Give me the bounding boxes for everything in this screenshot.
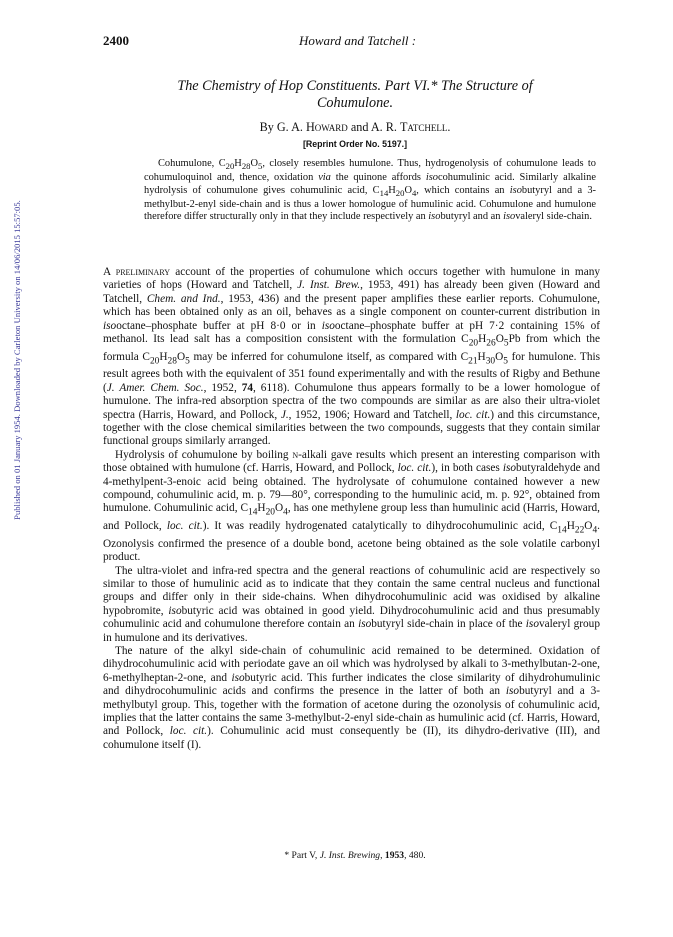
body-paragraph-2: Hydrolysis of cohumulone by boiling n-alkali gave results which present an interesting comparison with those obtained with humulone (cf. Harris, Howard, and Pollock, loc. cit.), in both cases isobutyraldehyde and 4-methylpent-3-enoic acid being obtained. The hydrolysate of cohumulone contained however a new compound, cohumulinic acid, m. p. 79—80°, corresponding to the humulinic acid, m. p. 92°, obtained from humulone. Cohumulinic acid, $C_{14}H_{20}O_4$, has one methylene group less than humulinic acid (Harris, Howard, and Pollock, loc. cit.). It was readily hydrogenated catalytically to dihydrocohumulinic acid, $C_{14}H_{22}O_4$. Ozonolysis confirmed the presence of a double bond, acetone being obtained as the sole volatile carbonyl product. (103, 448, 600, 564)
author-1: Howard (305, 120, 348, 134)
title-line-2: Cohumulone. (316, 95, 394, 111)
abstract-paragraph: Cohumulone, $C_{20}H_{28}O_5$, closely resembles humulone. Thus, hydrogenolysis of cohumulone leads to cohumuloquinol and, thence, oxidation via the quinone affords isocohumulinic acid. Similarly alkaline hydrolysis of cohumulone gives cohumulinic acid, $C_{14}H_{20}O_4$, which contains an isobutyryl and a 3-methylbut-2-enyl side-chain and is thus a lower homologue of humulinic acid. Cohumulone and humulone therefore differ structurally only in that they include respectively an isobutyryl and an isovaleryl side-chain. (144, 158, 597, 223)
body-paragraph-1: A preliminary account of the properties of cohumulone which occurs together with humulone in many varieties of hops (Howard and Tatchell, J. Inst. Brew., 1953, 491) has already been given (Howard and Tatchell, Chem. and Ind., 1953, 436) and the present paper amplifies these earlier reports. Cohumulone, which has been obtained only as an oil, behaves as a single component on counter-current distribution in isooctane–phosphate buffer at pH 8·0 or in isooctane–phosphate buffer at pH 7·2 containing 15% of methanol. Its lead salt has a composition consistent with the formulation $C_{20}H_{26}O_5Pb$ from which the formula $C_{20}H_{28}O_5$ may be inferred for cohumulone itself, as compared with $C_{21}H_{30}O_5$ for humulone. This result agrees both with the equivalent of 351 found experimentally and with the results of Rigby and Bethune (J. Amer. Chem. Soc., 1952, 74, 6118). Cohumulone thus appears formally to be a lower homologue of humulone. The infra-red absorption spectra of the two compounds are similar as are also their ultra-violet spectra (Harris, Howard, and Pollock, J., 1952, 1906; Howard and Tatchell, loc. cit.) and this circumstance, together with the close chemical similarities between the two compounds, suggests that they contain similar functional groups similarly arranged. (103, 266, 601, 448)
body-paragraph-4: The nature of the alkyl side-chain of cohumulinic acid remained to be determined. Oxidation of dihydrocohumulinic acid with periodate gave an oil which was hydrolysed by alkali to 3-methylbutan-2-one, 6-methylheptan-2-one, and isobutyric acid. This further indicates the close similarity of dihydrohumulinic and dihydrocohumulinic acids and confirms the presence in the latter of both an isobutyryl and a 3-methylbutyl group. This, together with the formation of acetone during the ozonolysis of cohumulinic acid, implies that the latter contains the same 3-methylbut-2-enyl side-chain as humulinic acid (cf. Harris, Howard, and Pollock, loc. cit.). Cohumulinic acid must consequently be (II), its dihydro-derivative (III), and cohumulone itself (I). (103, 644, 600, 751)
title-line-1: The Chemistry of Hop Constituents. Part VI.* The Structure of (177, 78, 533, 94)
page-number: 2400 (103, 33, 129, 48)
footnote: * Part V, J. Inst. Brewing, 1953, 480. (284, 850, 426, 861)
reprint-order: [Reprint Order No. 5197.] (302, 139, 408, 149)
page-header (103, 33, 603, 49)
abstract (144, 158, 596, 224)
download-stamp (11, 150, 23, 570)
author-2: Tatchell (399, 120, 448, 134)
running-title: Howard and Tatchell : (299, 33, 417, 48)
download-stamp-text: Published on 01 January 1954. Downloaded by Carleton University on 14/06/2015 15:57:05. (12, 200, 22, 520)
body-paragraph-3: The ultra-violet and infra-red spectra and the general reactions of cohumulinic acid are respectively so similar to those of humulinic acid as to indicate that they contain the same central nucleus and functional groups and differ only in their side-chains. When dihydrocohumulinic acid was oxidised by alkaline hypobromite, isobutyric acid was obtained in good yield. Dihydrocohumulinic acid and thus presumably cohumulinic acid and cohumulone therefore contain an isobutyryl side-chain in place of the isovaleryl group in humulone and its derivatives. (103, 564, 600, 644)
article-body (103, 266, 600, 752)
article-title (60, 78, 650, 112)
author-line: By G. A. Howard and A. R. Tatchell. (259, 120, 451, 134)
